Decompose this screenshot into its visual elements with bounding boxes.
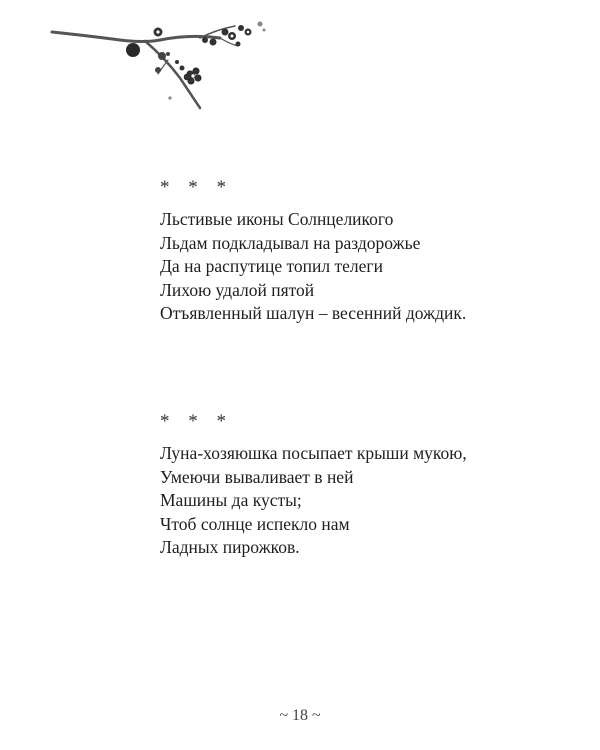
page-number: ~ 18 ~ (279, 707, 321, 724)
poem-line: Чтоб солнце испекло нам (160, 513, 350, 534)
poem-second (160, 410, 540, 560)
poem-separator: * * * (160, 177, 233, 198)
poem-line: Льдам подкладывал на раздорожье (160, 232, 421, 253)
poem-first (160, 176, 540, 326)
poem-separator: * * * (160, 411, 233, 432)
poem-line: Умеючи вываливает в ней (160, 466, 354, 487)
poem-line: Ладных пирожков. (160, 537, 300, 557)
poem-line: Машины да кусты; (160, 490, 302, 510)
cherry-branch-illustration (50, 8, 280, 118)
poem-line: Луна-хозяюшка посыпает крыши мукою, (160, 443, 467, 463)
poem-line: Льстивые иконы Солнцеликого (160, 209, 394, 229)
poem-line: Да на распутице топил телеги (160, 256, 383, 276)
poem-line: Лихою удалой пятой (160, 279, 315, 300)
poem-line: Отъявленный шалун – весенний дождик. (160, 303, 467, 323)
